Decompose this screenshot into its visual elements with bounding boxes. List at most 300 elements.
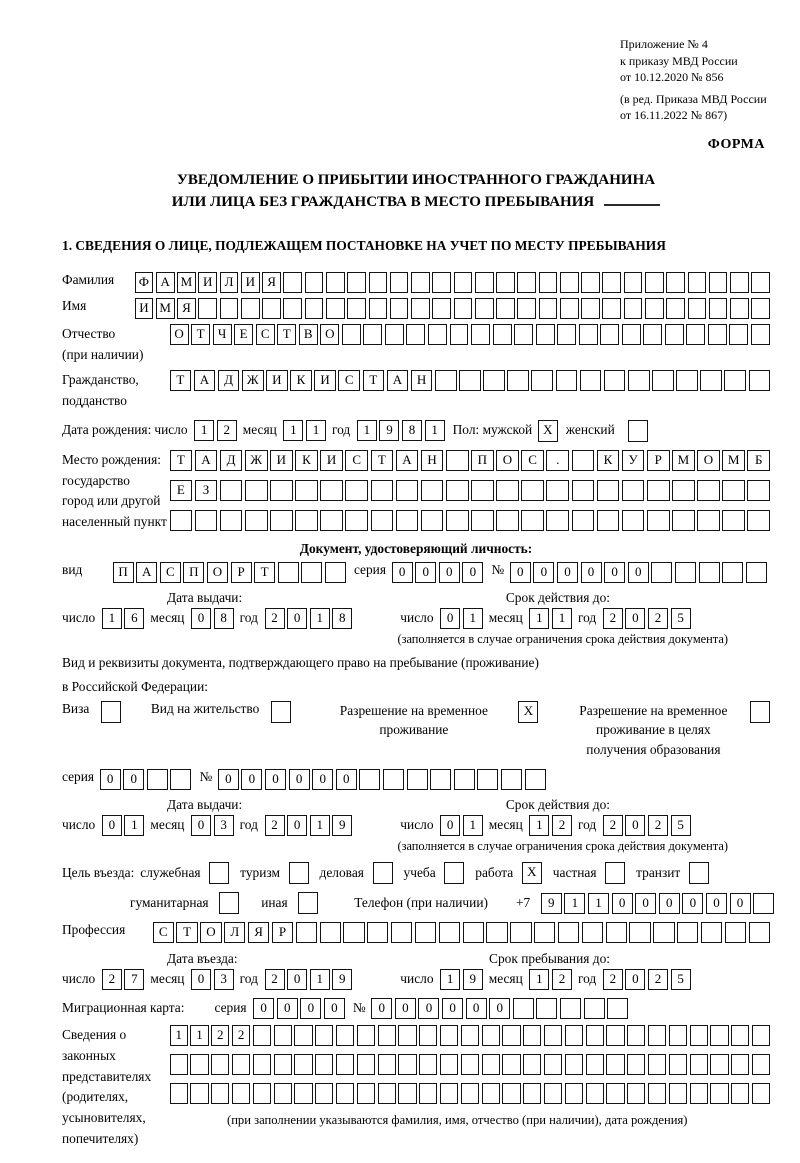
char-cell[interactable] bbox=[283, 272, 302, 293]
char-cell[interactable] bbox=[622, 324, 641, 345]
char-cell[interactable] bbox=[565, 1054, 583, 1075]
char-cell[interactable] bbox=[645, 272, 664, 293]
char-cell[interactable]: 2 bbox=[102, 969, 122, 990]
stay-until-month-cells[interactable] bbox=[527, 969, 572, 990]
char-cell[interactable] bbox=[270, 510, 293, 531]
char-cell[interactable] bbox=[579, 324, 598, 345]
char-cell[interactable]: 1 bbox=[194, 420, 214, 441]
char-cell[interactable] bbox=[536, 324, 555, 345]
char-cell[interactable] bbox=[357, 1083, 375, 1104]
identity-issue-day-cells[interactable] bbox=[99, 608, 144, 629]
char-cell[interactable] bbox=[690, 1025, 708, 1046]
char-cell[interactable] bbox=[686, 324, 705, 345]
char-cell[interactable]: И bbox=[198, 272, 217, 293]
char-cell[interactable] bbox=[722, 510, 745, 531]
char-cell[interactable]: 0 bbox=[395, 998, 416, 1019]
char-cell[interactable] bbox=[607, 998, 628, 1019]
char-cell[interactable]: О bbox=[170, 324, 189, 345]
char-cell[interactable]: 0 bbox=[462, 562, 483, 583]
char-cell[interactable]: 9 bbox=[541, 893, 562, 914]
char-cell[interactable] bbox=[523, 1025, 541, 1046]
char-cell[interactable]: М bbox=[156, 298, 175, 319]
char-cell[interactable]: 0 bbox=[439, 562, 460, 583]
char-cell[interactable]: Е bbox=[234, 324, 253, 345]
char-cell[interactable] bbox=[294, 1054, 312, 1075]
char-cell[interactable] bbox=[170, 769, 191, 790]
char-cell[interactable] bbox=[581, 272, 600, 293]
char-cell[interactable] bbox=[752, 1054, 770, 1075]
char-cell[interactable] bbox=[651, 562, 672, 583]
char-cell[interactable]: 0 bbox=[625, 969, 645, 990]
char-cell[interactable] bbox=[428, 324, 447, 345]
char-cell[interactable] bbox=[544, 1054, 562, 1075]
char-cell[interactable] bbox=[147, 769, 168, 790]
char-cell[interactable]: 9 bbox=[379, 420, 399, 441]
char-cell[interactable]: 0 bbox=[581, 562, 602, 583]
char-cell[interactable]: 1 bbox=[440, 969, 460, 990]
char-cell[interactable] bbox=[747, 480, 770, 501]
char-cell[interactable] bbox=[565, 1025, 583, 1046]
char-cell[interactable]: 6 bbox=[124, 608, 144, 629]
char-cell[interactable]: 0 bbox=[371, 998, 392, 1019]
stay-doc-issue-year-cells[interactable] bbox=[262, 815, 352, 836]
char-cell[interactable]: 0 bbox=[557, 562, 578, 583]
char-cell[interactable]: 1 bbox=[529, 815, 549, 836]
char-cell[interactable]: Ж bbox=[245, 450, 268, 471]
char-cell[interactable] bbox=[531, 370, 553, 391]
char-cell[interactable] bbox=[245, 480, 268, 501]
char-cell[interactable] bbox=[220, 298, 239, 319]
char-cell[interactable]: Л bbox=[224, 922, 245, 943]
identity-valid-year-cells[interactable] bbox=[600, 608, 690, 629]
identity-issue-year-cells[interactable] bbox=[262, 608, 352, 629]
sex-male-checkbox[interactable] bbox=[535, 420, 558, 442]
char-cell[interactable] bbox=[232, 1083, 250, 1104]
char-cell[interactable] bbox=[198, 298, 217, 319]
char-cell[interactable] bbox=[274, 1054, 292, 1075]
char-cell[interactable]: 0 bbox=[392, 562, 413, 583]
char-cell[interactable] bbox=[536, 998, 557, 1019]
char-cell[interactable] bbox=[586, 1083, 604, 1104]
char-cell[interactable] bbox=[496, 510, 519, 531]
char-cell[interactable]: 2 bbox=[217, 420, 237, 441]
char-cell[interactable] bbox=[435, 370, 457, 391]
char-cell[interactable]: А bbox=[194, 370, 216, 391]
char-cell[interactable] bbox=[369, 298, 388, 319]
char-cell[interactable]: 2 bbox=[265, 608, 285, 629]
char-cell[interactable]: 2 bbox=[552, 815, 572, 836]
char-cell[interactable] bbox=[444, 862, 464, 884]
char-cell[interactable] bbox=[170, 1054, 188, 1075]
char-cell[interactable] bbox=[597, 480, 620, 501]
char-cell[interactable] bbox=[369, 272, 388, 293]
char-cell[interactable] bbox=[320, 510, 343, 531]
char-cell[interactable]: 0 bbox=[191, 815, 211, 836]
identity-valid-day-cells[interactable] bbox=[438, 608, 483, 629]
char-cell[interactable]: 1 bbox=[463, 608, 483, 629]
char-cell[interactable]: 2 bbox=[211, 1025, 229, 1046]
char-cell[interactable]: 1 bbox=[588, 893, 609, 914]
char-cell[interactable] bbox=[295, 480, 318, 501]
purpose-tourism-checkbox[interactable] bbox=[286, 862, 309, 884]
char-cell[interactable] bbox=[501, 769, 522, 790]
char-cell[interactable] bbox=[751, 272, 770, 293]
char-cell[interactable]: 0 bbox=[289, 769, 310, 790]
char-cell[interactable] bbox=[514, 324, 533, 345]
char-cell[interactable]: 0 bbox=[287, 969, 307, 990]
char-cell[interactable] bbox=[710, 1025, 728, 1046]
char-cell[interactable]: 2 bbox=[648, 969, 668, 990]
birth-month-cells[interactable] bbox=[281, 420, 326, 441]
char-cell[interactable] bbox=[371, 480, 394, 501]
char-cell[interactable]: 0 bbox=[336, 769, 357, 790]
char-cell[interactable]: 9 bbox=[332, 815, 352, 836]
char-cell[interactable] bbox=[560, 272, 579, 293]
char-cell[interactable]: 0 bbox=[659, 893, 680, 914]
char-cell[interactable] bbox=[220, 510, 243, 531]
char-cell[interactable] bbox=[709, 298, 728, 319]
char-cell[interactable]: 2 bbox=[648, 815, 668, 836]
char-cell[interactable]: Р bbox=[231, 562, 252, 583]
char-cell[interactable] bbox=[653, 922, 674, 943]
char-cell[interactable] bbox=[572, 510, 595, 531]
char-cell[interactable] bbox=[731, 1083, 749, 1104]
char-cell[interactable] bbox=[688, 298, 707, 319]
char-cell[interactable]: 1 bbox=[463, 815, 483, 836]
char-cell[interactable]: Р bbox=[272, 922, 293, 943]
char-cell[interactable] bbox=[190, 1083, 208, 1104]
char-cell[interactable] bbox=[446, 480, 469, 501]
char-cell[interactable] bbox=[477, 769, 498, 790]
char-cell[interactable] bbox=[170, 1083, 188, 1104]
char-cell[interactable] bbox=[665, 324, 684, 345]
char-cell[interactable] bbox=[749, 922, 770, 943]
char-cell[interactable] bbox=[170, 510, 193, 531]
char-cell[interactable] bbox=[622, 510, 645, 531]
char-cell[interactable] bbox=[546, 510, 569, 531]
char-cell[interactable] bbox=[396, 510, 419, 531]
char-cell[interactable] bbox=[211, 1083, 229, 1104]
char-cell[interactable]: С bbox=[160, 562, 181, 583]
char-cell[interactable]: 7 bbox=[124, 969, 144, 990]
char-cell[interactable] bbox=[556, 370, 578, 391]
char-cell[interactable]: 5 bbox=[671, 969, 691, 990]
char-cell[interactable] bbox=[602, 272, 621, 293]
char-cell[interactable] bbox=[622, 480, 645, 501]
char-cell[interactable] bbox=[336, 1054, 354, 1075]
char-cell[interactable] bbox=[406, 324, 425, 345]
char-cell[interactable]: 8 bbox=[402, 420, 422, 441]
char-cell[interactable] bbox=[253, 1025, 271, 1046]
migration-series-cells[interactable] bbox=[251, 998, 345, 1019]
char-cell[interactable] bbox=[690, 1054, 708, 1075]
purpose-other-checkbox[interactable] bbox=[296, 892, 319, 914]
char-cell[interactable] bbox=[298, 892, 318, 914]
char-cell[interactable] bbox=[475, 272, 494, 293]
char-cell[interactable] bbox=[700, 370, 722, 391]
char-cell[interactable] bbox=[270, 480, 293, 501]
char-cell[interactable] bbox=[336, 1025, 354, 1046]
char-cell[interactable]: О bbox=[697, 450, 720, 471]
char-cell[interactable]: 0 bbox=[265, 769, 286, 790]
char-cell[interactable] bbox=[471, 480, 494, 501]
char-cell[interactable] bbox=[697, 480, 720, 501]
char-cell[interactable] bbox=[572, 480, 595, 501]
char-cell[interactable]: 0 bbox=[300, 998, 321, 1019]
char-cell[interactable]: М bbox=[177, 272, 196, 293]
char-cell[interactable]: 8 bbox=[332, 608, 352, 629]
profession-cells[interactable] bbox=[150, 922, 770, 943]
char-cell[interactable] bbox=[432, 298, 451, 319]
char-cell[interactable] bbox=[496, 480, 519, 501]
char-cell[interactable] bbox=[507, 370, 529, 391]
char-cell[interactable]: Я bbox=[262, 272, 281, 293]
char-cell[interactable]: 1 bbox=[306, 420, 326, 441]
char-cell[interactable]: А bbox=[195, 450, 218, 471]
char-cell[interactable] bbox=[454, 298, 473, 319]
char-cell[interactable] bbox=[572, 450, 595, 471]
char-cell[interactable] bbox=[278, 562, 299, 583]
char-cell[interactable] bbox=[253, 1054, 271, 1075]
char-cell[interactable]: 2 bbox=[603, 608, 623, 629]
char-cell[interactable]: К bbox=[295, 450, 318, 471]
char-cell[interactable]: Д bbox=[220, 450, 243, 471]
char-cell[interactable] bbox=[672, 480, 695, 501]
char-cell[interactable]: 5 bbox=[671, 608, 691, 629]
char-cell[interactable] bbox=[647, 510, 670, 531]
birthplace-cells-row-3[interactable] bbox=[167, 510, 770, 531]
char-cell[interactable] bbox=[544, 1083, 562, 1104]
char-cell[interactable]: И bbox=[266, 370, 288, 391]
char-cell[interactable]: 0 bbox=[415, 562, 436, 583]
entry-year-cells[interactable] bbox=[262, 969, 352, 990]
identity-kind-cells[interactable] bbox=[110, 562, 346, 583]
char-cell[interactable] bbox=[211, 1054, 229, 1075]
char-cell[interactable]: X bbox=[518, 701, 538, 723]
char-cell[interactable]: М bbox=[722, 450, 745, 471]
char-cell[interactable]: Ж bbox=[242, 370, 264, 391]
char-cell[interactable] bbox=[294, 1025, 312, 1046]
char-cell[interactable] bbox=[371, 510, 394, 531]
char-cell[interactable]: 0 bbox=[218, 769, 239, 790]
char-cell[interactable]: 9 bbox=[332, 969, 352, 990]
char-cell[interactable] bbox=[628, 370, 650, 391]
char-cell[interactable]: К bbox=[597, 450, 620, 471]
char-cell[interactable] bbox=[496, 272, 515, 293]
char-cell[interactable]: М bbox=[672, 450, 695, 471]
char-cell[interactable]: 1 bbox=[283, 420, 303, 441]
surname-cells[interactable] bbox=[132, 272, 770, 293]
char-cell[interactable] bbox=[648, 1054, 666, 1075]
char-cell[interactable] bbox=[701, 922, 722, 943]
char-cell[interactable] bbox=[752, 1083, 770, 1104]
char-cell[interactable]: X bbox=[522, 862, 542, 884]
char-cell[interactable] bbox=[471, 510, 494, 531]
char-cell[interactable]: 0 bbox=[730, 893, 751, 914]
char-cell[interactable] bbox=[725, 922, 746, 943]
char-cell[interactable] bbox=[597, 510, 620, 531]
char-cell[interactable]: Д bbox=[218, 370, 240, 391]
entry-day-cells[interactable] bbox=[99, 969, 144, 990]
char-cell[interactable]: 0 bbox=[418, 998, 439, 1019]
char-cell[interactable]: 0 bbox=[100, 769, 121, 790]
char-cell[interactable]: 1 bbox=[529, 969, 549, 990]
temporary-residence-checkbox[interactable] bbox=[516, 701, 539, 723]
char-cell[interactable]: Р bbox=[647, 450, 670, 471]
char-cell[interactable] bbox=[461, 1025, 479, 1046]
char-cell[interactable]: И bbox=[135, 298, 154, 319]
char-cell[interactable] bbox=[415, 922, 436, 943]
purpose-study-checkbox[interactable] bbox=[442, 862, 465, 884]
char-cell[interactable]: Ч bbox=[213, 324, 232, 345]
char-cell[interactable] bbox=[315, 1054, 333, 1075]
char-cell[interactable] bbox=[580, 370, 602, 391]
phone-cells[interactable] bbox=[538, 893, 774, 914]
char-cell[interactable] bbox=[525, 769, 546, 790]
char-cell[interactable] bbox=[523, 1054, 541, 1075]
char-cell[interactable] bbox=[544, 1025, 562, 1046]
char-cell[interactable]: 0 bbox=[625, 815, 645, 836]
char-cell[interactable]: 1 bbox=[357, 420, 377, 441]
char-cell[interactable]: З bbox=[195, 480, 218, 501]
char-cell[interactable]: К bbox=[290, 370, 312, 391]
char-cell[interactable]: Н bbox=[421, 450, 444, 471]
char-cell[interactable] bbox=[271, 701, 291, 723]
char-cell[interactable] bbox=[475, 298, 494, 319]
stay-doc-series-cells[interactable] bbox=[97, 769, 191, 790]
char-cell[interactable]: 1 bbox=[552, 608, 572, 629]
char-cell[interactable]: 9 bbox=[463, 969, 483, 990]
char-cell[interactable] bbox=[411, 298, 430, 319]
char-cell[interactable] bbox=[383, 769, 404, 790]
guardians-cells-row-2[interactable] bbox=[167, 1054, 770, 1075]
char-cell[interactable] bbox=[367, 922, 388, 943]
char-cell[interactable]: 8 bbox=[214, 608, 234, 629]
char-cell[interactable] bbox=[647, 480, 670, 501]
char-cell[interactable] bbox=[605, 862, 625, 884]
purpose-work-checkbox[interactable] bbox=[519, 862, 542, 884]
char-cell[interactable] bbox=[677, 922, 698, 943]
char-cell[interactable]: С bbox=[338, 370, 360, 391]
char-cell[interactable] bbox=[305, 272, 324, 293]
name-cells[interactable] bbox=[132, 298, 770, 319]
birthplace-cells-row-2[interactable] bbox=[167, 480, 770, 501]
char-cell[interactable] bbox=[606, 1025, 624, 1046]
char-cell[interactable] bbox=[493, 324, 512, 345]
char-cell[interactable] bbox=[482, 1083, 500, 1104]
char-cell[interactable]: Т bbox=[254, 562, 275, 583]
char-cell[interactable] bbox=[283, 298, 302, 319]
char-cell[interactable]: 0 bbox=[604, 562, 625, 583]
char-cell[interactable] bbox=[345, 510, 368, 531]
char-cell[interactable] bbox=[378, 1054, 396, 1075]
char-cell[interactable] bbox=[482, 1025, 500, 1046]
guardians-cells-row-1[interactable] bbox=[167, 1025, 770, 1046]
char-cell[interactable] bbox=[343, 922, 364, 943]
char-cell[interactable]: 3 bbox=[214, 969, 234, 990]
char-cell[interactable] bbox=[502, 1083, 520, 1104]
char-cell[interactable] bbox=[724, 370, 746, 391]
char-cell[interactable]: 0 bbox=[533, 562, 554, 583]
char-cell[interactable]: 1 bbox=[310, 608, 330, 629]
char-cell[interactable]: 0 bbox=[625, 608, 645, 629]
char-cell[interactable] bbox=[439, 922, 460, 943]
char-cell[interactable]: П bbox=[471, 450, 494, 471]
char-cell[interactable]: 0 bbox=[706, 893, 727, 914]
char-cell[interactable]: И bbox=[314, 370, 336, 391]
char-cell[interactable]: 1 bbox=[124, 815, 144, 836]
char-cell[interactable] bbox=[558, 922, 579, 943]
char-cell[interactable] bbox=[220, 480, 243, 501]
char-cell[interactable] bbox=[241, 298, 260, 319]
char-cell[interactable] bbox=[722, 480, 745, 501]
purpose-private-checkbox[interactable] bbox=[603, 862, 626, 884]
char-cell[interactable] bbox=[582, 922, 603, 943]
char-cell[interactable] bbox=[513, 998, 534, 1019]
char-cell[interactable] bbox=[652, 370, 674, 391]
char-cell[interactable] bbox=[320, 480, 343, 501]
char-cell[interactable]: О bbox=[207, 562, 228, 583]
char-cell[interactable] bbox=[669, 1054, 687, 1075]
char-cell[interactable]: 0 bbox=[440, 608, 460, 629]
char-cell[interactable]: С bbox=[521, 450, 544, 471]
char-cell[interactable]: Я bbox=[177, 298, 196, 319]
char-cell[interactable] bbox=[295, 510, 318, 531]
char-cell[interactable] bbox=[232, 1054, 250, 1075]
char-cell[interactable] bbox=[749, 370, 771, 391]
char-cell[interactable] bbox=[296, 922, 317, 943]
residence-permit-checkbox[interactable] bbox=[268, 701, 291, 723]
char-cell[interactable] bbox=[421, 480, 444, 501]
char-cell[interactable] bbox=[421, 510, 444, 531]
char-cell[interactable] bbox=[398, 1025, 416, 1046]
char-cell[interactable] bbox=[645, 298, 664, 319]
char-cell[interactable]: 0 bbox=[682, 893, 703, 914]
char-cell[interactable] bbox=[446, 450, 469, 471]
char-cell[interactable] bbox=[539, 298, 558, 319]
char-cell[interactable] bbox=[628, 420, 648, 442]
char-cell[interactable] bbox=[751, 324, 770, 345]
char-cell[interactable] bbox=[454, 769, 475, 790]
char-cell[interactable] bbox=[262, 298, 281, 319]
char-cell[interactable]: 0 bbox=[489, 998, 510, 1019]
char-cell[interactable]: Б bbox=[747, 450, 770, 471]
char-cell[interactable] bbox=[483, 370, 505, 391]
char-cell[interactable]: 2 bbox=[603, 969, 623, 990]
char-cell[interactable] bbox=[320, 922, 341, 943]
char-cell[interactable]: 0 bbox=[628, 562, 649, 583]
char-cell[interactable] bbox=[378, 1083, 396, 1104]
char-cell[interactable] bbox=[722, 562, 743, 583]
char-cell[interactable] bbox=[753, 893, 774, 914]
char-cell[interactable] bbox=[209, 862, 229, 884]
char-cell[interactable] bbox=[666, 298, 685, 319]
char-cell[interactable] bbox=[600, 324, 619, 345]
char-cell[interactable]: О bbox=[496, 450, 519, 471]
char-cell[interactable] bbox=[190, 1054, 208, 1075]
char-cell[interactable]: 1 bbox=[529, 608, 549, 629]
char-cell[interactable] bbox=[627, 1083, 645, 1104]
char-cell[interactable] bbox=[517, 298, 536, 319]
char-cell[interactable] bbox=[294, 1083, 312, 1104]
char-cell[interactable]: 2 bbox=[265, 815, 285, 836]
char-cell[interactable] bbox=[502, 1025, 520, 1046]
char-cell[interactable]: 0 bbox=[440, 815, 460, 836]
birth-year-cells[interactable] bbox=[354, 420, 444, 441]
char-cell[interactable] bbox=[325, 562, 346, 583]
char-cell[interactable] bbox=[731, 1025, 749, 1046]
char-cell[interactable] bbox=[390, 298, 409, 319]
